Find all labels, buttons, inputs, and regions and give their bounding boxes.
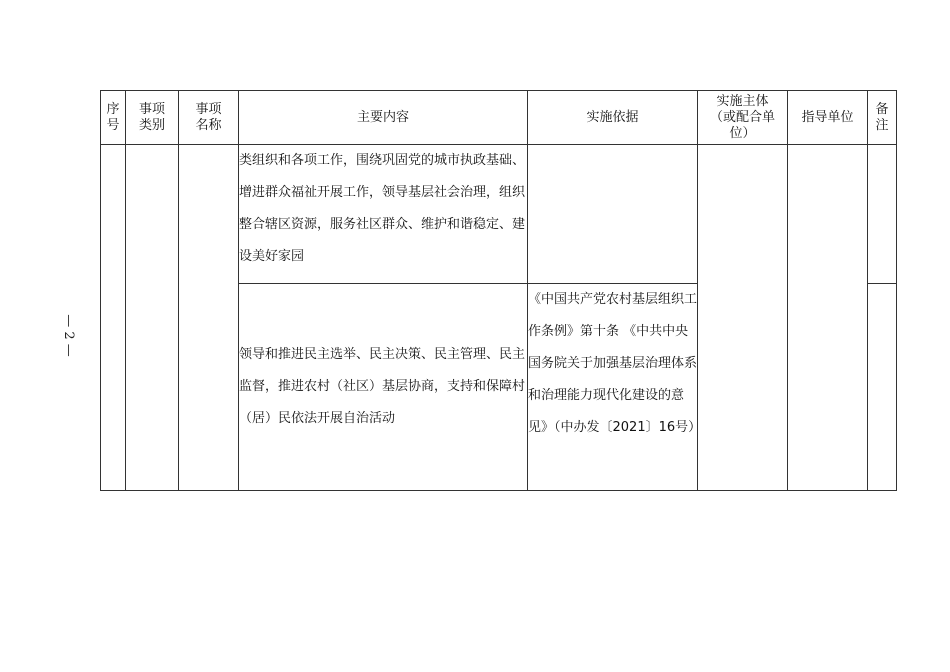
page-number (56, 300, 80, 370)
header-remark: 备 注 (868, 91, 897, 145)
cell-seq (101, 145, 126, 491)
table-row (101, 145, 897, 284)
header-guide: 指导单位 (788, 91, 868, 145)
header-basis: 实施依据 (528, 91, 698, 145)
header-seq: 序 号 (101, 91, 126, 145)
cell-content: 领导和推进民主选举、民主决策、民主管理、民主监督，推进农村（社区）基层协商，支持和保障村（居）民依法开展自治活动 (239, 284, 528, 491)
header-name: 事项 名称 (179, 91, 239, 145)
cell-subject (698, 145, 788, 491)
header-content: 主要内容 (239, 91, 528, 145)
cell-remark (868, 145, 897, 284)
cell-name (179, 145, 239, 491)
cell-remark (868, 284, 897, 491)
header-subject: 实施主体 （或配合单 位） (698, 91, 788, 145)
header-row (101, 91, 897, 145)
cell-basis (528, 145, 698, 284)
cell-basis: 《中国共产党农村基层组织工作条例》第十条 《中共中央 国务院关于加强基层治理体系和治理能力现代化建设的意见》（中办发〔2021〕16号） (528, 284, 698, 491)
cell-category (126, 145, 179, 491)
cell-guide (788, 145, 868, 491)
header-category: 事项 类别 (126, 91, 179, 145)
cell-content: 类组织和各项工作，围绕巩固党的城市执政基础、增进群众福祉开展工作，领导基层社会治理，组织整合辖区资源，服务社区群众、维护和谐稳定、建设美好家园 (239, 145, 528, 284)
matters-table (100, 90, 897, 491)
page-number-text: — 2 — (60, 313, 76, 357)
